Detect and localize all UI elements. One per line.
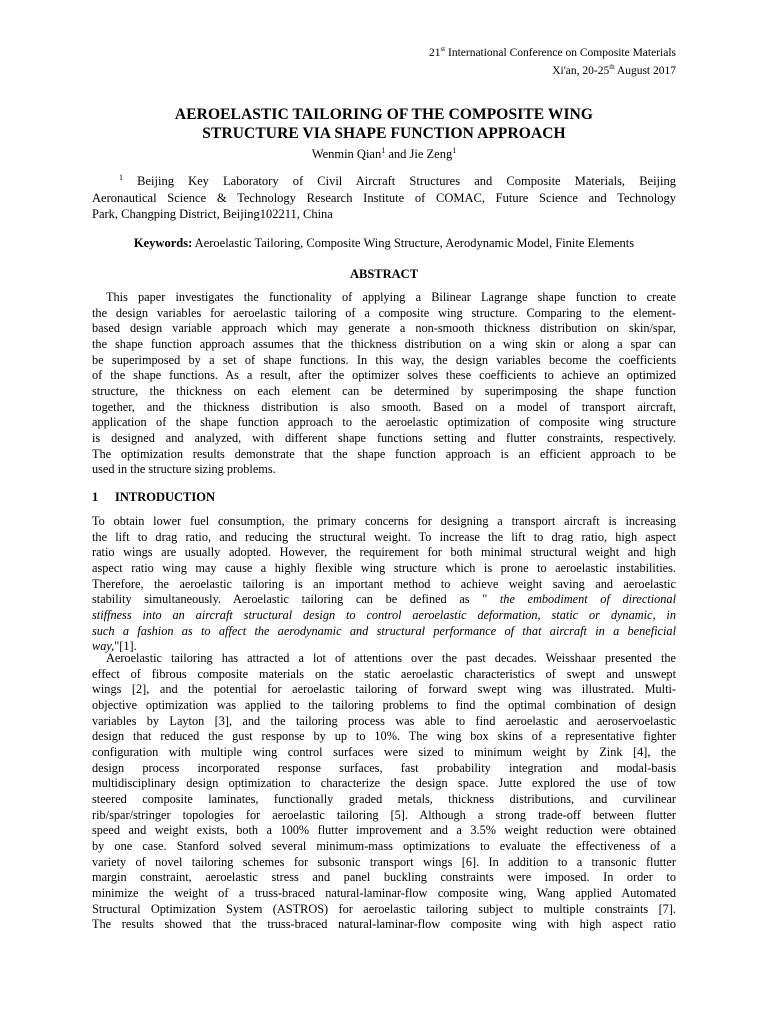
paper-title xyxy=(92,105,676,143)
body-line: variety of novel tailoring schemes for subsonic transport wings [6]. In addition to a transonic flutter xyxy=(92,854,676,869)
title-line: STRUCTURE VIA SHAPE FUNCTION APPROACH xyxy=(202,125,566,142)
quote-text: way, xyxy=(92,639,115,654)
introduction-paragraph-1 xyxy=(92,514,676,655)
body-line: configuration with multiple wing control surfaces were sized to minimum weight by Zink [4], the xyxy=(92,744,676,759)
abstract-body xyxy=(92,290,676,478)
abstract-line: based design variable approach which may generate a non-smooth thickness distribution on skin/spar, xyxy=(92,321,676,336)
body-line: steered composite laminates, functionally graded metals, thickness distributions, and curvilinear xyxy=(92,791,676,806)
body-line: To obtain lower fuel consumption, the primary concerns for designing a transport aircraft is increasing xyxy=(92,514,676,528)
author-name: Wenmin Qian xyxy=(311,147,382,162)
body-line: objective optimization was applied to the tailoring problems to find the optimal combination of design xyxy=(92,697,676,712)
author-name: and Jie Zeng xyxy=(385,147,453,162)
body-line: aspect ratio wing may cause a highly flexible wing structure which is prone to aeroelastic instabilities. xyxy=(92,560,676,575)
body-line: Aeroelastic tailoring has attracted a lot of attentions over the past decades. Weisshaar presented the xyxy=(106,651,676,665)
abstract-line: be superimposed by a set of shape functions. In this way, the design variables become the coefficients xyxy=(92,352,676,367)
body-line: ratio wings are usually adopted. However, the requirement for both minimal structural weight and high xyxy=(92,545,676,560)
body-line: minimize the weight of a truss-braced natural-laminar-flow composite wing, Wang applied Automated xyxy=(92,885,676,900)
quote-text: the embodiment of directional xyxy=(487,592,676,607)
affiliation xyxy=(92,170,676,223)
keywords xyxy=(92,235,676,251)
body-line: variables by Layton [3], and the tailoring process was able to find aeroelastic and aeroservoelastic xyxy=(92,713,676,728)
affiliation-line: Park, Changping District, Beijing102211, China xyxy=(92,207,333,222)
author-list xyxy=(92,143,676,162)
body-line: Structural Optimization System (ASTROS) for aeroelastic tailoring subject to multiple constraints [7]. xyxy=(92,901,676,916)
affiliation-marker: 1 xyxy=(452,146,457,155)
quote-line: stiffness into an aircraft structural design to control aeroelastic deformation, static or dynamic, in xyxy=(92,607,676,622)
citation: "[1]. xyxy=(114,639,137,654)
conference-location: Xi'an, 20-25th August 2017 xyxy=(552,62,676,77)
abstract-heading: ABSTRACT xyxy=(349,267,419,281)
abstract-line: used in the structure sizing problems. xyxy=(92,462,276,477)
abstract-line: of the shape functions. As a result, after the optimizer solves these coefficients to achieve an optimized xyxy=(92,368,676,383)
body-line: multidisciplinary design optimization to characterize the design space. Jutte explored the use of tow xyxy=(92,776,676,791)
section-title: INTRODUCTION xyxy=(115,490,216,504)
conference-header xyxy=(256,42,676,78)
body-line: speed and weight exists, both a 100% flutter improvement and a 3.5% weight reduction were obtained xyxy=(92,823,676,838)
body-line: the lift to drag ratio, and reducing the structural weight. To increase the lift to drag ratio, high aspect xyxy=(92,529,676,544)
body-line-mixed xyxy=(92,592,676,608)
body-line: wings [2], and the potential for aeroelastic tailoring of forward swept wing was illustrated. Multi- xyxy=(92,682,676,697)
conference-name: 21st International Conference on Composite Materials xyxy=(428,45,676,59)
section-number: 1 xyxy=(92,490,99,504)
body-line: by one case. Stanford solved several minimum-mass optimizations to evaluate the effectiveness of a xyxy=(92,838,676,853)
abstract-line: is designed and analyzed, with different shape functions setting and flutter constraints, respectively. xyxy=(92,430,676,445)
abstract-line: structure, the thickness on each element can be determined by superimposing the shape function xyxy=(92,383,676,398)
body-text: stability simultaneously. Aeroelastic tailoring can be defined as " xyxy=(92,592,488,607)
keywords-text: Aeroelastic Tailoring, Composite Wing Structure, Aerodynamic Model, Finite Elements xyxy=(192,236,635,250)
body-line: margin constraint, aeroelastic stress and panel buckling constraints were imposed. In order to xyxy=(92,870,676,885)
body-line: The results showed that the truss-braced natural-laminar-flow composite wing with high aspect ratio xyxy=(92,917,676,932)
keywords-label: Keywords: xyxy=(133,236,193,250)
quote-line: such a fashion as to affect the aerodynamic and structural performance of that aircraft in a beneficial xyxy=(92,623,676,638)
body-line: effect of fibrous composite materials on the static aeroelastic characteristics of swept and unswept xyxy=(92,666,676,681)
abstract-line: This paper investigates the functionality of applying a Bilinear Lagrange shape function to create xyxy=(106,290,676,304)
abstract-line: the design variables for aeroelastic tailoring of a composite wing structure. Comparing to the element- xyxy=(92,305,676,320)
abstract-line: the shape function approach assumes that the thickness distribution on a wing skin or along a spar can xyxy=(92,336,676,351)
abstract-line: The optimization results demonstrate that the shape function approach is an efficient approach to be xyxy=(92,446,676,461)
affiliation-marker: 1 xyxy=(119,173,123,182)
affiliation-marker: 1 xyxy=(381,146,386,155)
section-heading-introduction xyxy=(92,489,676,505)
body-line: design that reduced the gust response by up to 10%. The wing box skins of a representative fighter xyxy=(92,729,676,744)
affiliation-line: Beijing Key Laboratory of Civil Aircraft Structures and Composite Materials, Beijing xyxy=(123,174,676,189)
body-line: rib/spar/stringer topologies for aeroelastic tailoring [5]. Although a strong trade-off between flutter xyxy=(92,807,676,822)
title-line: AEROELASTIC TAILORING OF THE COMPOSITE WING xyxy=(174,106,594,123)
abstract-line: application of the shape function approach to the aeroelastic optimization of composite wing structure xyxy=(92,415,676,430)
introduction-paragraph-2 xyxy=(92,651,676,933)
body-line: design process incorporated response surfaces, fast probability integration and modal-basis xyxy=(92,760,676,775)
affiliation-line: Aeronautical Science & Technology Research Institute of COMAC, Future Science and Technology xyxy=(92,190,676,205)
abstract-line: together, and the thickness distribution is also smooth. Based on a model of transport aircraft, xyxy=(92,399,676,414)
body-line: Therefore, the aeroelastic tailoring is an important method to achieve weight saving and aeroelastic xyxy=(92,576,676,591)
